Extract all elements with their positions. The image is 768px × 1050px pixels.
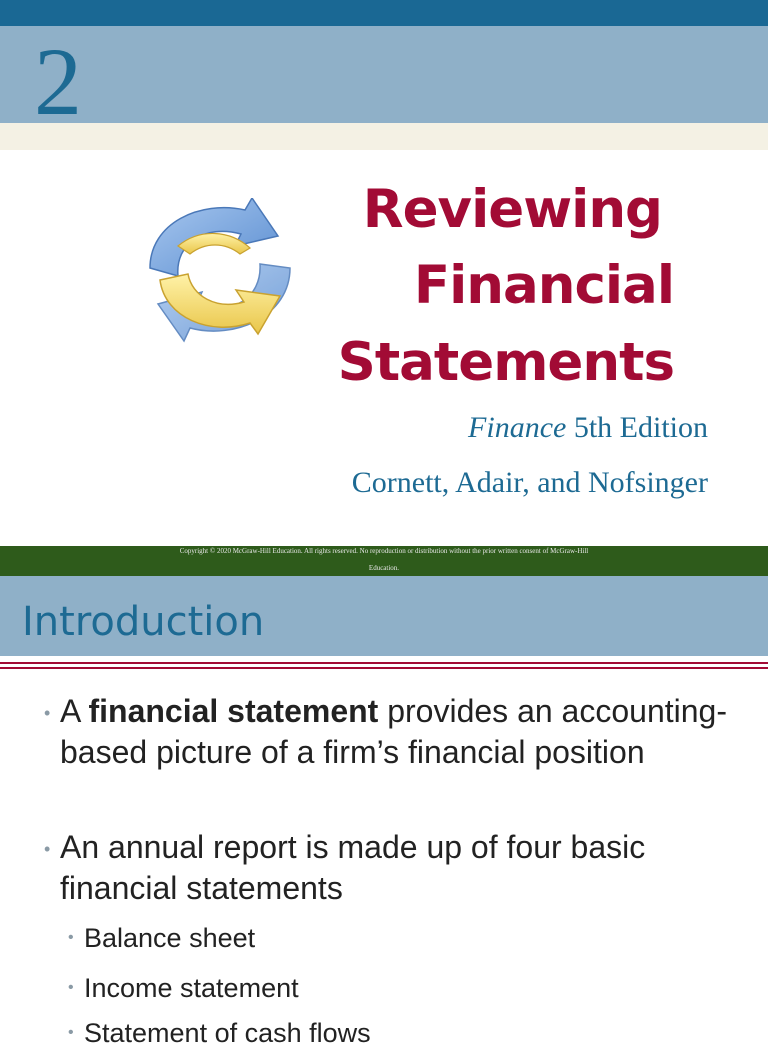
key-term: financial statement: [88, 693, 379, 729]
chapter-number: 2: [34, 28, 82, 135]
bullet-icon: •: [44, 703, 51, 723]
title-line-1: Reviewing: [362, 179, 662, 240]
bullet-icon: •: [68, 979, 74, 996]
header-band: [0, 26, 768, 123]
slide-title: Introduction: [22, 599, 265, 645]
cream-band: [0, 123, 768, 150]
top-strip: [0, 0, 768, 26]
copyright-line-2: Education.: [368, 564, 400, 572]
circular-arrows-icon: [140, 198, 300, 343]
sub-bullet-item: • Balance sheet: [68, 923, 256, 953]
book-title: Finance: [468, 411, 567, 444]
edition-line: [468, 408, 708, 448]
divider-line: [0, 662, 768, 664]
edition-text: 5th Edition: [566, 411, 708, 444]
sub-bullet-item: • Income statement: [68, 973, 299, 1003]
authors: Cornett, Adair, and Nofsinger: [351, 466, 708, 499]
title-line-3: Statements: [337, 332, 674, 393]
title-line-2: Financial: [413, 255, 674, 316]
bullet-item: • An annual report is made up of four basic financial statements: [44, 829, 646, 906]
sub-bullet-item: • Statement of cash flows: [68, 1018, 371, 1048]
copyright-bar: [0, 546, 768, 576]
bullet-item: • A financial statement provides an accounting-based picture of a firm’s financial position: [44, 693, 727, 770]
bullet-icon: •: [68, 929, 74, 946]
divider-line: [0, 667, 768, 669]
bullet-icon: •: [44, 839, 51, 859]
introduction-slide: [0, 576, 768, 1048]
copyright-line-1: Copyright © 2020 McGraw-Hill Education. All rights reserved. No reproduction or distribution without the prior written consent of McGraw-Hill: [179, 547, 589, 555]
bullet-icon: •: [68, 1024, 74, 1041]
